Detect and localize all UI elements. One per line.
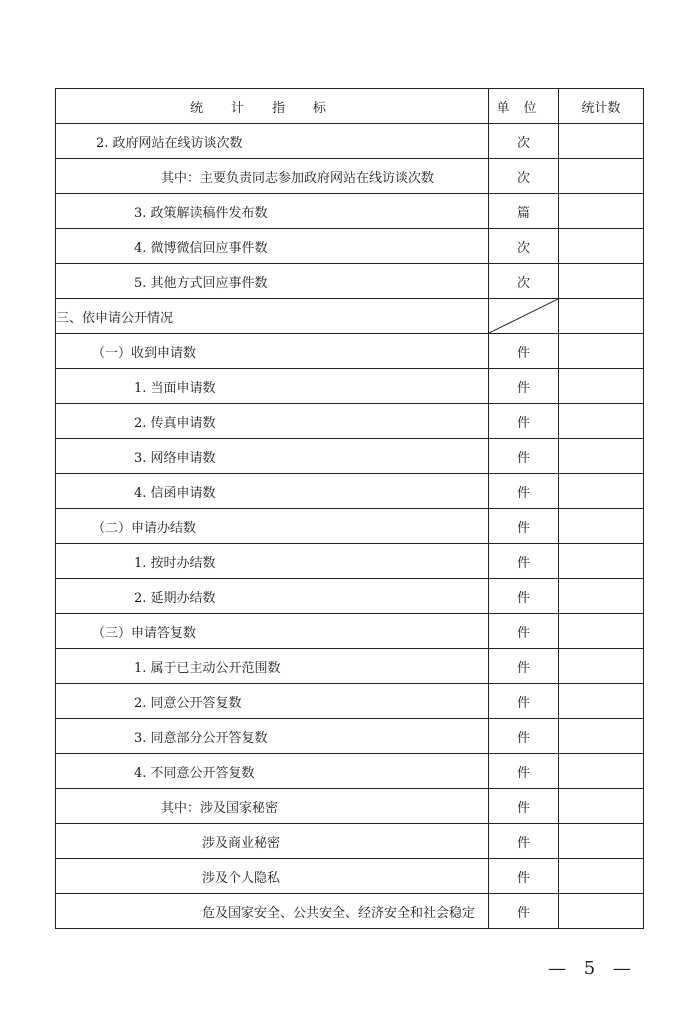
header-unit: 单位 — [489, 89, 559, 124]
section-label: 三、依申请公开情况 — [56, 299, 489, 334]
row-label: 2. 政府网站在线访谈次数 — [56, 124, 489, 159]
row-label: 危及国家安全、公共安全、经济安全和社会稳定 — [56, 894, 489, 929]
row-label: 2. 传真申请数 — [56, 404, 489, 439]
diagonal-line — [489, 299, 558, 333]
table-row — [56, 859, 644, 894]
row-unit: 件 — [489, 789, 559, 824]
row-unit: 件 — [489, 719, 559, 754]
row-unit: 件 — [489, 684, 559, 719]
table-row — [56, 334, 644, 369]
row-count-cell — [559, 159, 644, 194]
row-label: 其中：主要负责同志参加政府网站在线访谈次数 — [56, 159, 489, 194]
row-count-cell — [559, 474, 644, 509]
page-number: — 5 — — [548, 958, 637, 979]
row-unit: 次 — [489, 124, 559, 159]
row-unit: 篇 — [489, 194, 559, 229]
row-count-cell — [559, 649, 644, 684]
table-row — [56, 474, 644, 509]
row-unit: 件 — [489, 474, 559, 509]
row-count-cell — [559, 544, 644, 579]
row-count-cell — [559, 789, 644, 824]
row-unit: 件 — [489, 649, 559, 684]
row-count-cell — [559, 859, 644, 894]
table-row — [56, 614, 644, 649]
row-unit: 次 — [489, 159, 559, 194]
row-label: 涉及商业秘密 — [56, 824, 489, 859]
table-row — [56, 439, 644, 474]
row-unit: 件 — [489, 894, 559, 929]
table-row — [56, 719, 644, 754]
statistics-table-container — [55, 88, 643, 929]
row-label: 4. 不同意公开答复数 — [56, 754, 489, 789]
row-count-cell — [559, 719, 644, 754]
table-row — [56, 124, 644, 159]
row-count-cell — [559, 684, 644, 719]
table-row — [56, 369, 644, 404]
table-row — [56, 159, 644, 194]
table-row — [56, 824, 644, 859]
row-unit: 件 — [489, 334, 559, 369]
row-count-cell — [559, 369, 644, 404]
table-row — [56, 264, 644, 299]
row-count-cell — [559, 334, 644, 369]
row-label: 1. 属于已主动公开范围数 — [56, 649, 489, 684]
table-row — [56, 894, 644, 929]
row-unit: 件 — [489, 824, 559, 859]
row-unit: 件 — [489, 579, 559, 614]
row-count-cell — [559, 229, 644, 264]
row-unit: 件 — [489, 439, 559, 474]
table-row — [56, 544, 644, 579]
unit-diagonal-cell — [489, 299, 559, 334]
row-label: 涉及个人隐私 — [56, 859, 489, 894]
table-row — [56, 404, 644, 439]
row-unit: 件 — [489, 369, 559, 404]
row-count-cell — [559, 894, 644, 929]
row-count-cell — [559, 824, 644, 859]
row-label: （一）收到申请数 — [56, 334, 489, 369]
row-unit: 件 — [489, 404, 559, 439]
row-label: 1. 当面申请数 — [56, 369, 489, 404]
row-count-cell — [559, 299, 644, 334]
table-row — [56, 754, 644, 789]
row-count-cell — [559, 264, 644, 299]
table-row — [56, 579, 644, 614]
statistics-table — [55, 88, 644, 929]
row-unit: 次 — [489, 229, 559, 264]
row-label: 3. 同意部分公开答复数 — [56, 719, 489, 754]
table-row — [56, 509, 644, 544]
row-label: 3. 网络申请数 — [56, 439, 489, 474]
row-label: 其中：涉及国家秘密 — [56, 789, 489, 824]
table-row — [56, 649, 644, 684]
row-unit: 次 — [489, 264, 559, 299]
row-label: （二）申请办结数 — [56, 509, 489, 544]
header-indicator: 统计指标 — [56, 89, 489, 124]
row-label: 4. 微博微信回应事件数 — [56, 229, 489, 264]
row-label: 2. 同意公开答复数 — [56, 684, 489, 719]
row-label: 3. 政策解读稿件发布数 — [56, 194, 489, 229]
table-section-row — [56, 299, 644, 334]
row-count-cell — [559, 614, 644, 649]
row-label: 5. 其他方式回应事件数 — [56, 264, 489, 299]
row-label: （三）申请答复数 — [56, 614, 489, 649]
header-count: 统计数 — [559, 89, 644, 124]
row-count-cell — [559, 404, 644, 439]
row-unit: 件 — [489, 509, 559, 544]
row-unit: 件 — [489, 544, 559, 579]
row-count-cell — [559, 124, 644, 159]
table-row — [56, 684, 644, 719]
row-count-cell — [559, 754, 644, 789]
row-unit: 件 — [489, 859, 559, 894]
row-count-cell — [559, 439, 644, 474]
table-header-row — [56, 89, 644, 124]
row-label: 4. 信函申请数 — [56, 474, 489, 509]
row-count-cell — [559, 579, 644, 614]
table-row — [56, 194, 644, 229]
table-row — [56, 789, 644, 824]
row-label: 2. 延期办结数 — [56, 579, 489, 614]
row-count-cell — [559, 509, 644, 544]
row-unit: 件 — [489, 614, 559, 649]
row-label: 1. 按时办结数 — [56, 544, 489, 579]
row-unit: 件 — [489, 754, 559, 789]
table-row — [56, 229, 644, 264]
row-count-cell — [559, 194, 644, 229]
